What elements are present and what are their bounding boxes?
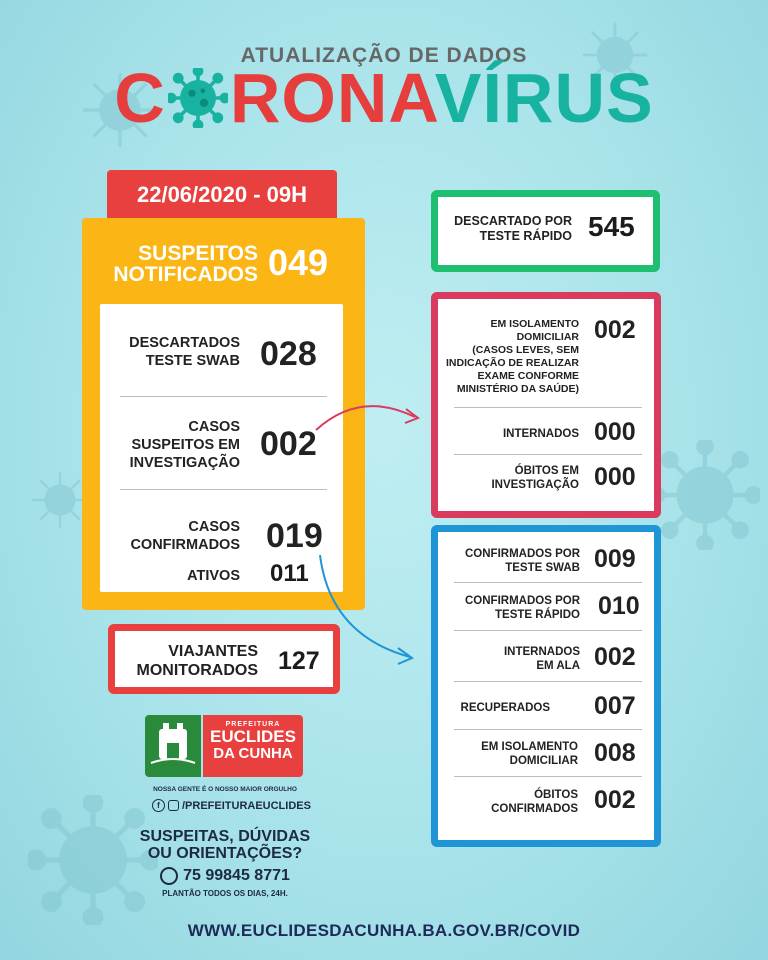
divider: [120, 489, 327, 490]
confirmed-deaths-value: 002: [594, 786, 636, 814]
deaths-investigation-label: ÓBITOS EM INVESTIGAÇÃO: [491, 465, 579, 491]
divider: [454, 582, 642, 583]
city-logo: [145, 715, 303, 777]
website-link[interactable]: WWW.EUCLIDESDACUNHA.BA.GOV.BR/COVID: [187, 921, 581, 940]
divider: [454, 454, 642, 455]
hospitalized-value: 000: [594, 418, 636, 446]
ward-hospitalized-value: 002: [594, 643, 636, 671]
active-value: 011: [270, 560, 309, 587]
social-row: [152, 799, 312, 812]
confirmed-home-isolation-value: 008: [594, 739, 636, 767]
confirmed-home-isolation-label: EM ISOLAMENTO DOMICILIAR: [481, 741, 578, 767]
contact-phone-row: [120, 867, 330, 885]
confirmed-swab-value: 009: [594, 545, 636, 573]
rapid-discarded-label: DESCARTADO POR TESTE RÁPIDO: [454, 214, 572, 243]
rapid-discarded-value: 545: [588, 211, 635, 242]
suspects-label: SUSPEITOS NOTIFICADOS: [113, 242, 258, 286]
suspects-value: 049: [268, 242, 329, 283]
header-subtitle: ATUALIZAÇÃO DE DADOS: [240, 44, 528, 67]
facebook-icon: f: [152, 799, 165, 812]
arrow-to-investigation-icon: [310, 395, 430, 435]
home-isolation-value: 002: [594, 316, 636, 344]
confirmed-value: 019: [266, 517, 323, 555]
divider: [454, 407, 642, 408]
ward-hospitalized-label: INTERNADOS EM ALA: [503, 646, 580, 672]
divider: [454, 776, 642, 777]
city-logo-wordmark: PREFEITURA EUCLIDES DA CUNHA: [203, 715, 303, 777]
discarded-swab-label: DESCARTADOS TESTE SWAB: [129, 335, 240, 369]
title-rona: RONA: [229, 59, 435, 137]
deaths-investigation-value: 000: [594, 463, 636, 491]
contact-phone[interactable]: 75 99845 8771: [183, 867, 290, 884]
confirmed-rapid-value: 010: [598, 592, 640, 620]
divider: [120, 396, 327, 397]
active-label: ATIVOS: [187, 568, 240, 584]
title-letter-c: C: [114, 59, 166, 137]
divider: [454, 729, 642, 730]
page-title: [0, 59, 768, 137]
suspected-investigation-value: 002: [260, 425, 317, 463]
title-virus: VÍRUS: [434, 59, 654, 137]
virus-decoration-icon: [30, 470, 90, 530]
arrow-to-confirmed-icon: [310, 550, 420, 665]
whatsapp-icon: [160, 867, 178, 885]
divider: [454, 681, 642, 682]
contact-hours: PLANTÃO TODOS OS DIAS, 24H.: [162, 889, 288, 898]
confirmed-label: CASOS CONFIRMADOS: [130, 519, 240, 553]
virus-icon: [168, 68, 228, 128]
confirmed-rapid-label: CONFIRMADOS POR TESTE RÁPIDO: [465, 595, 580, 621]
social-handle[interactable]: /PREFEITURAEUCLIDES: [182, 799, 311, 812]
logo-tagline: NOSSA GENTE É O NOSSO MAIOR ORGULHO: [153, 786, 297, 793]
confirmed-swab-label: CONFIRMADOS POR TESTE SWAB: [465, 548, 580, 574]
instagram-icon: [168, 800, 179, 811]
travelers-label: VIAJANTES MONITORADOS: [136, 643, 258, 679]
confirmed-deaths-label: ÓBITOS CONFIRMADOS: [491, 789, 578, 815]
virus-decoration-icon: [650, 440, 760, 550]
recovered-value: 007: [594, 692, 636, 720]
hospitalized-label: INTERNADOS: [502, 428, 579, 440]
date-tag: 22/06/2020 - 09H: [107, 170, 337, 220]
discarded-swab-value: 028: [260, 335, 317, 373]
divider: [454, 630, 642, 631]
recovered-label: RECUPERADOS: [460, 702, 550, 714]
contact-heading: SUSPEITAS, DÚVIDAS OU ORIENTAÇÕES?: [139, 828, 311, 862]
home-isolation-label: EM ISOLAMENTO DOMICILIAR (CASOS LEVES, SEM INDICAÇÃO DE REALIZAR EXAME CONFORME MINISTÉRIO DA SAÚDE): [446, 318, 579, 395]
city-crest-icon: [145, 715, 201, 777]
suspected-investigation-label: CASOS SUSPEITOS EM INVESTIGAÇÃO: [129, 419, 240, 471]
travelers-value: 127: [278, 647, 320, 675]
